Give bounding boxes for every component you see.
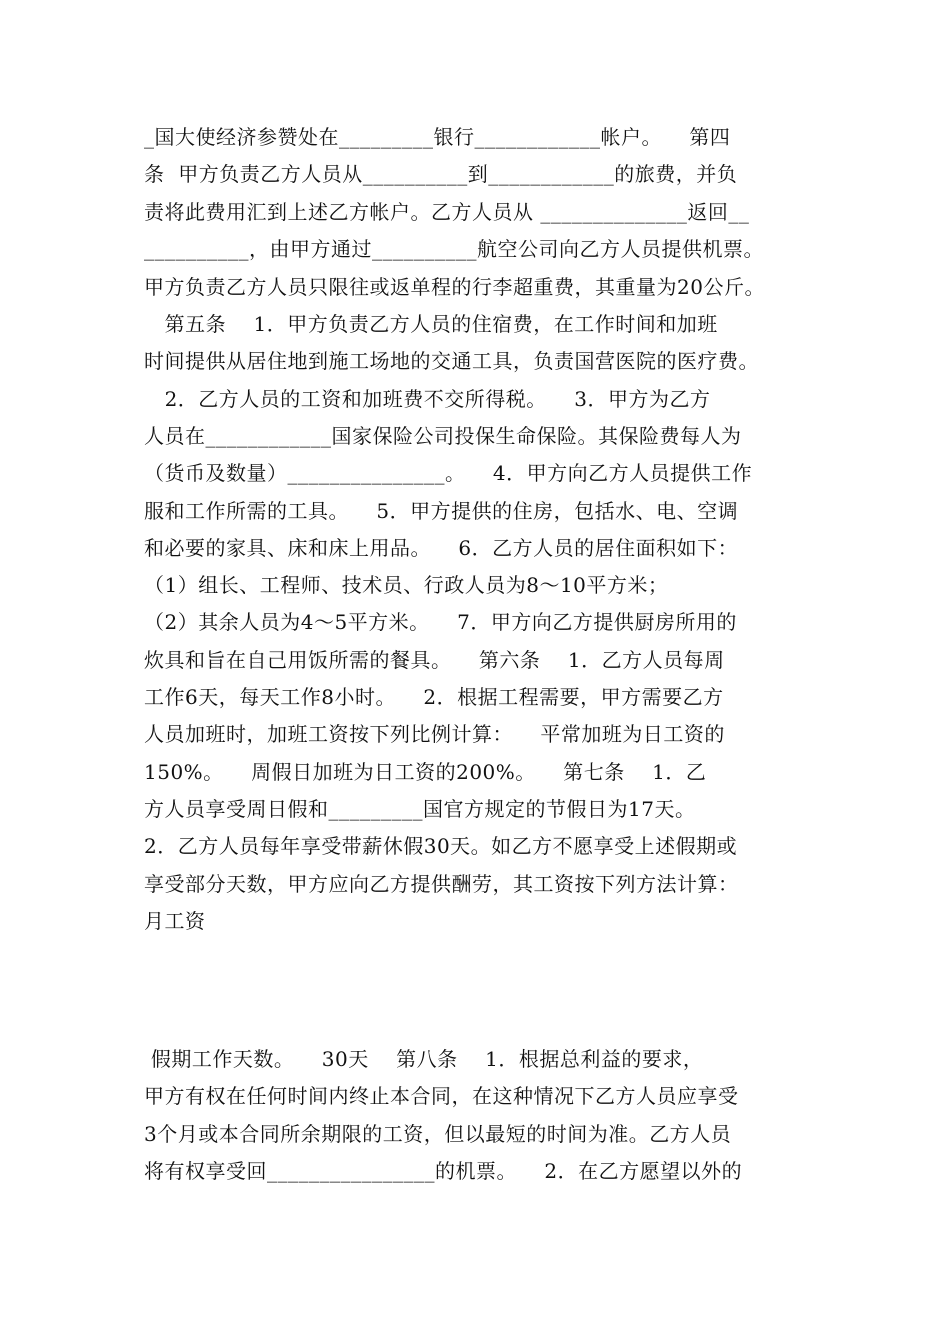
text-line: 将有权享受回________________的机票。 2．在乙方愿望以外的 xyxy=(144,1159,743,1183)
text-line: 2．乙方人员每年享受带薪休假30天。如乙方不愿享受上述假期或 xyxy=(144,834,738,858)
text-line: 方人员享受周日假和_________国官方规定的节假日为17天。 xyxy=(144,797,696,821)
text-line: 服和工作所需的工具。 5．甲方提供的住房，包括水、电、空调 xyxy=(144,499,739,523)
text-line: 甲方负责乙方人员只限往或返单程的行李超重费，其重量为20公斤。 xyxy=(144,275,765,299)
text-line: 人员在____________国家保险公司投保生命保险。其保险费每人为 xyxy=(144,424,742,448)
text-line: （2）其余人员为4～5平方米。 7．甲方向乙方提供厨房所用的 xyxy=(144,610,737,634)
text-line: 假期工作天数。 30天 第八条 1．根据总利益的要求， xyxy=(144,1047,704,1071)
text-line: _国大使经济参赞处在_________银行____________帐户。 第四 xyxy=(144,125,731,149)
text-line: 150%。 周假日加班为日工资的200%。 第七条 1．乙 xyxy=(144,760,707,784)
text-line: 月工资 xyxy=(144,909,206,933)
text-line: 工作6天，每天工作8小时。 2．根据工程需要，甲方需要乙方 xyxy=(144,685,724,709)
text-line: （货币及数量）_______________。 4．甲方向乙方人员提供工作 xyxy=(144,461,753,485)
text-line: 甲方有权在任何时间内终止本合同，在这种情况下乙方人员应享受 xyxy=(144,1084,739,1108)
text-line: 3个月或本合同所余期限的工资，但以最短的时间为准。乙方人员 xyxy=(144,1122,732,1146)
text-line: 第五条 1．甲方负责乙方人员的住宿费，在工作时间和加班 xyxy=(144,312,718,336)
text-line: 和必要的家具、床和床上用品。 6．乙方人员的居住面积如下： xyxy=(144,536,739,560)
text-line: （1）组长、工程师、技术员、行政人员为8～10平方米； xyxy=(144,573,669,597)
text-line: 2．乙方人员的工资和加班费不交所得税。 3．甲方为乙方 xyxy=(144,387,711,411)
text-line: 责将此费用汇到上述乙方帐户。乙方人员从 ______________返回__ xyxy=(144,200,750,224)
text-line: 享受部分天数，甲方应向乙方提供酬劳，其工资按下列方法计算： xyxy=(144,872,739,896)
text-line: 炊具和旨在自己用饭所需的餐具。 第六条 1．乙方人员每周 xyxy=(144,648,725,672)
text-line: 时间提供从居住地到施工场地的交通工具，负责国营医院的医疗费。 xyxy=(144,349,759,373)
text-line: 人员加班时，加班工资按下列比例计算： 平常加班为日工资的 xyxy=(144,722,725,746)
text-line: __________，由甲方通过__________航空公司向乙方人员提供机票。 xyxy=(144,237,764,261)
text-line: 条 甲方负责乙方人员从__________到____________的旅费，并负 xyxy=(144,162,738,186)
